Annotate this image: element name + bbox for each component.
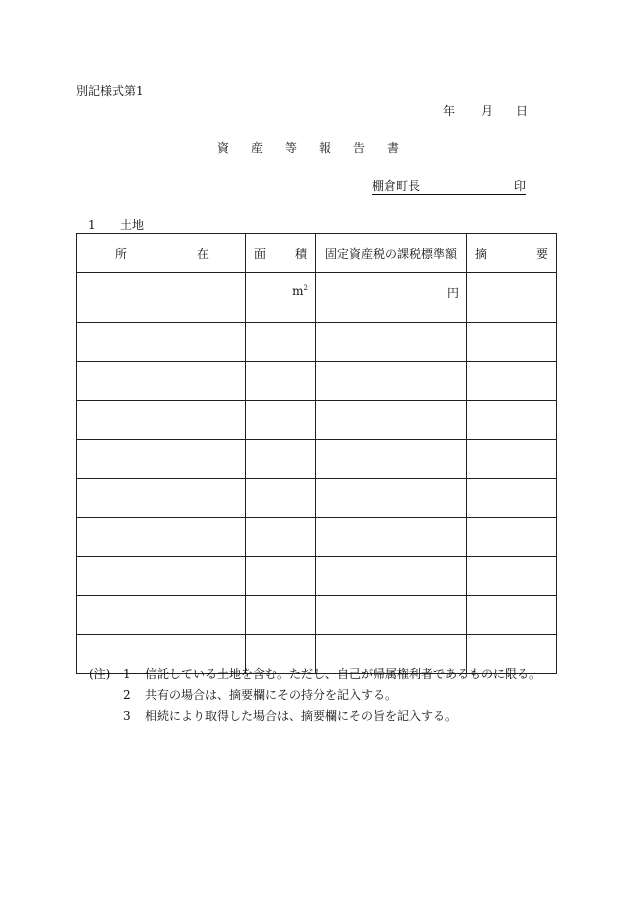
table-row	[77, 440, 557, 479]
note-number: 3	[123, 709, 131, 723]
title-char: 等	[285, 141, 298, 155]
cell-remarks[interactable]	[467, 362, 557, 401]
cell-area[interactable]	[246, 273, 316, 323]
note-number: 2	[123, 688, 131, 702]
issuer-line	[372, 179, 526, 195]
cell-remarks[interactable]	[467, 596, 557, 635]
cell-area[interactable]	[246, 362, 316, 401]
cell-location[interactable]	[77, 273, 246, 323]
cell-tax-base[interactable]	[316, 323, 467, 362]
note-item	[123, 667, 541, 681]
note-item	[123, 688, 397, 702]
cell-remarks[interactable]	[467, 401, 557, 440]
cell-area[interactable]	[246, 518, 316, 557]
header-tax-base-label: 固定資産税の課税標準額	[324, 246, 457, 261]
title-char: 告	[353, 141, 366, 155]
cell-area[interactable]	[246, 440, 316, 479]
table-row	[77, 557, 557, 596]
table-row	[77, 401, 557, 440]
cell-tax-base[interactable]	[316, 440, 467, 479]
cell-location[interactable]	[77, 440, 246, 479]
section-number: 1	[88, 218, 96, 232]
cell-remarks[interactable]	[467, 479, 557, 518]
table-header-row	[77, 234, 557, 273]
header-location-char: 所	[115, 246, 128, 261]
cell-tax-base[interactable]	[316, 479, 467, 518]
cell-location[interactable]	[77, 596, 246, 635]
title-char: 書	[387, 141, 400, 155]
document-title	[217, 141, 421, 155]
seal-mark: 印	[513, 179, 526, 193]
cell-remarks[interactable]	[467, 323, 557, 362]
cell-tax-base[interactable]	[316, 557, 467, 596]
title-char: 報	[319, 141, 332, 155]
header-remarks-char: 摘	[475, 246, 488, 261]
cell-area[interactable]	[246, 479, 316, 518]
cell-tax-base[interactable]	[316, 596, 467, 635]
table-row	[77, 323, 557, 362]
note-text: 共有の場合は、摘要欄にその持分を記入する。	[145, 688, 398, 702]
table-row	[77, 596, 557, 635]
cell-location[interactable]	[77, 518, 246, 557]
header-area-char: 面	[254, 246, 267, 261]
header-location	[77, 234, 246, 273]
cell-area[interactable]	[246, 323, 316, 362]
cell-remarks[interactable]	[467, 557, 557, 596]
cell-area[interactable]	[246, 557, 316, 596]
issuer-name: 棚倉町長	[372, 179, 421, 193]
header-remarks-char: 要	[535, 246, 548, 261]
section-heading	[88, 218, 144, 232]
cell-location[interactable]	[77, 323, 246, 362]
cell-remarks[interactable]	[467, 440, 557, 479]
note-text: 信託している土地を含む。ただし、自己が帰属権利者であるものに限る。	[145, 667, 542, 681]
cell-area[interactable]	[246, 596, 316, 635]
cell-tax-base[interactable]	[316, 518, 467, 557]
section-title: 土地	[120, 218, 145, 232]
cell-location[interactable]	[77, 557, 246, 596]
cell-tax-base[interactable]	[316, 362, 467, 401]
note-item	[123, 709, 457, 723]
header-remarks	[467, 234, 557, 273]
area-unit: $m^2$	[292, 284, 308, 298]
cell-remarks[interactable]	[467, 273, 557, 323]
header-area-char: 積	[294, 246, 307, 261]
table-row	[77, 362, 557, 401]
table-row	[77, 479, 557, 518]
land-table	[76, 233, 557, 674]
cell-location[interactable]	[77, 401, 246, 440]
yen-unit: 円	[446, 286, 459, 300]
cell-location[interactable]	[77, 479, 246, 518]
note-text: 相続により取得した場合は、摘要欄にその旨を記入する。	[145, 709, 458, 723]
header-area	[246, 234, 316, 273]
date-month-label: 月	[481, 104, 494, 118]
date-year-label: 年	[443, 104, 456, 118]
form-label: 別記様式第1	[76, 84, 144, 98]
cell-area[interactable]	[246, 401, 316, 440]
cell-tax-base[interactable]	[316, 273, 467, 323]
cell-location[interactable]	[77, 362, 246, 401]
notes-label: (注)	[89, 667, 111, 681]
table-row	[77, 273, 557, 323]
header-location-char: 在	[196, 246, 209, 261]
date-day-label: 日	[516, 104, 529, 118]
note-number: 1	[123, 667, 131, 681]
title-char: 産	[251, 141, 264, 155]
cell-tax-base[interactable]	[316, 401, 467, 440]
title-char: 資	[217, 141, 230, 155]
cell-remarks[interactable]	[467, 518, 557, 557]
header-tax-base	[316, 234, 467, 273]
table-row	[77, 518, 557, 557]
